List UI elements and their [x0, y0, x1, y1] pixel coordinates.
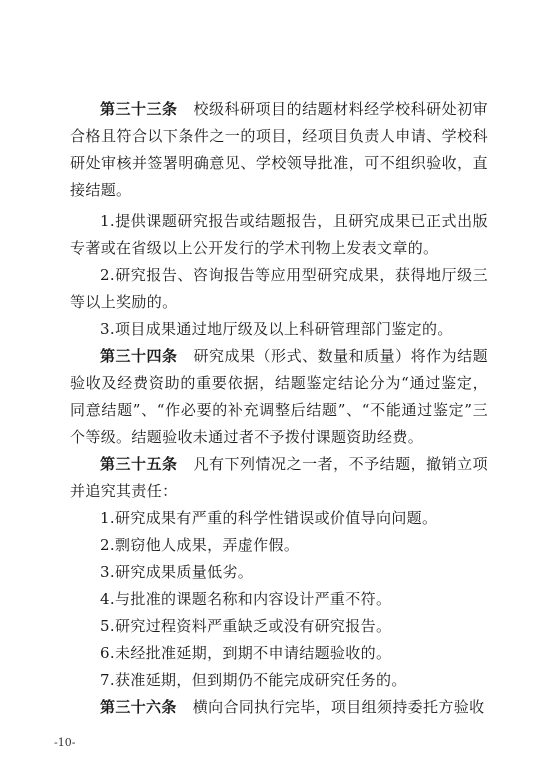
article-33-item-1: 1.提供课题研究报告或结题报告，且研究成果已正式出版专著或在省级以上公开发行的学术刊物上发表文章的。 [70, 212, 488, 257]
article-35-item-6: 6.未经批准延期，到期不申请结题验收的。 [100, 644, 392, 662]
article-35-item-2: 2.剽窃他人成果，弄虚作假。 [100, 536, 300, 554]
article-33-item-2: 2.研究报告、咨询报告等应用型研究成果，获得地厅级三等以上奖励的。 [70, 266, 488, 311]
article-36-number: 第三十六条 [100, 698, 177, 716]
article-35-text: 凡有下列情况之一者，不予结题，撤销立项并追究其责任： [70, 455, 488, 500]
article-35 [70, 451, 488, 505]
article-35-item-5: 5.研究过程资料严重缺乏或没有研究报告。 [100, 617, 392, 635]
article-33-text: 校级科研项目的结题材料经学校科研处初审合格且符合以下条件之一的项目，经项目负责人申请、学校科研处审核并签署明确意见、学校领导批准，可不组织验收，直接结题。 [70, 100, 488, 199]
article-35-number: 第三十五条 [100, 455, 178, 473]
article-33 [70, 96, 488, 204]
article-33-item-3: 3.项目成果通过地厅级及以上科研管理部门鉴定的。 [100, 320, 453, 338]
article-36-text: 横向合同执行完毕，项目组须持委托方验收 [192, 698, 485, 716]
page-number: -10- [54, 736, 76, 749]
article-35-item-7: 7.获准延期，但到期仍不能完成研究任务的。 [100, 671, 407, 689]
article-34-text: 研究成果（形式、数量和质量）将作为结题验收及经费资助的重要依据，结题鉴定结论分为“通过鉴定，同意结题”、“作必要的补充调整后结题”、“不能通过鉴定”三个等级。结题验收未通过者不予拨付课题资助经费。 [70, 347, 488, 446]
article-33-number: 第三十三条 [100, 100, 178, 118]
article-34 [70, 343, 488, 451]
article-34-number: 第三十四条 [100, 347, 178, 365]
article-35-item-3: 3.研究成果质量低劣。 [100, 563, 254, 581]
article-35-item-4: 4.与批准的课题名称和内容设计严重不符。 [100, 590, 392, 608]
article-36 [70, 694, 488, 721]
document-body [70, 96, 488, 721]
article-35-item-1: 1.研究成果有严重的科学性错误或价值导向问题。 [100, 509, 438, 527]
